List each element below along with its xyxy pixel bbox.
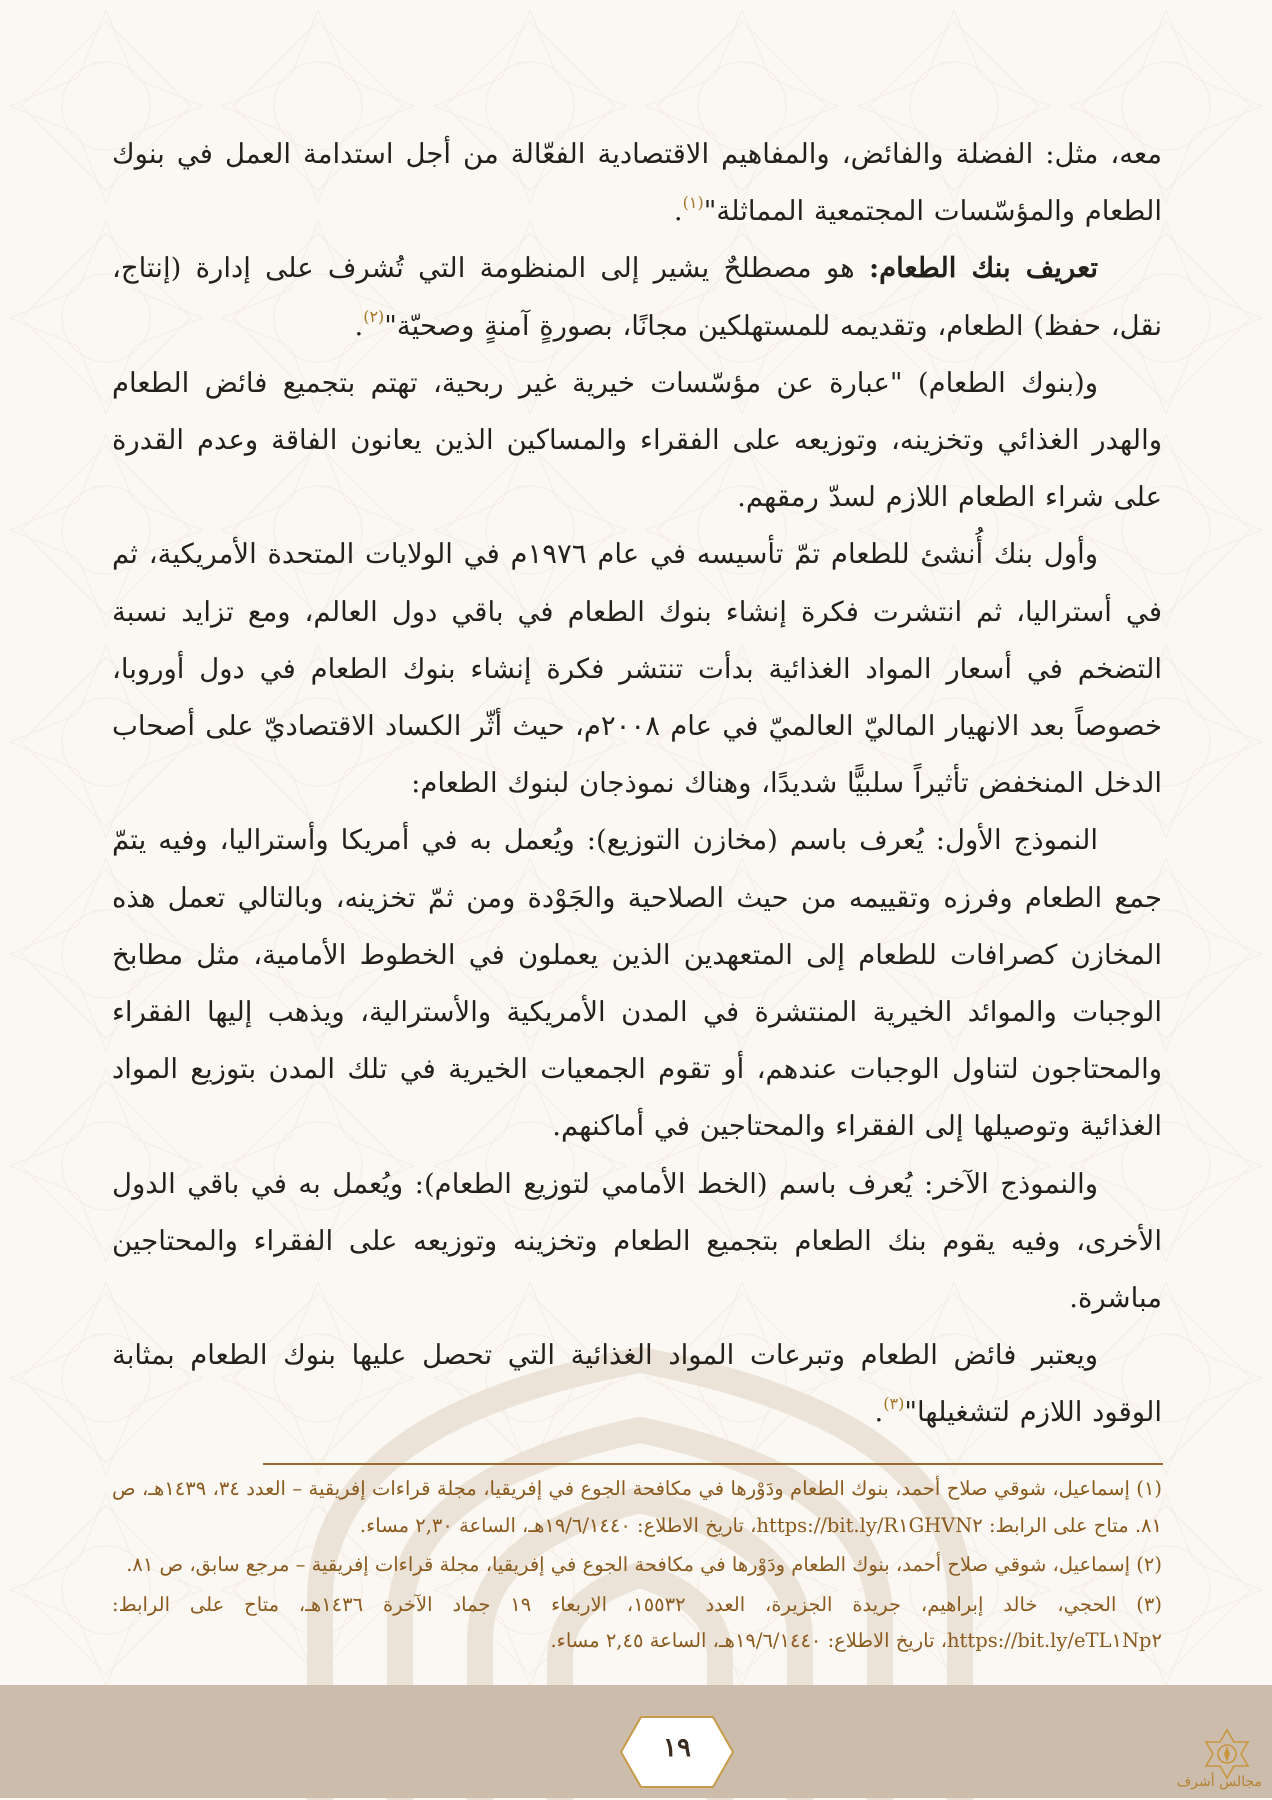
publisher-logo-text: مجالس أشرف — [1176, 1774, 1262, 1790]
definition-term: تعريف بنك الطعام: — [868, 252, 1098, 285]
footnote-3: (٣) الحجي، خالد إبراهيم، جريدة الجزيرة، العدد ١٥٥٣٢، الاربعاء ١٩ جماد الآخرة ١٤٣٦هـ، متاح على الرابط: https://bit.ly/eTL١Np٢، تاريخ الاطلاع: ١٩/٦/١٤٤٠هـ، الساعة ٢,٤٥ مساء. — [112, 1592, 1162, 1652]
footnote-2: (٢) إسماعيل، شوقي صلاح أحمد، بنوك الطعام ودَوْرها في مكافحة الجوع في إفريقيا، مجلة قراءات إفريقية – مرجع سابق، ص ٨١. — [126, 1553, 1162, 1576]
footnotes — [112, 1471, 1162, 1663]
paragraph-7-text: ويعتبر فائض الطعام وتبرعات المواد الغذائية التي تحصل عليها بنوك الطعام بمثابة الوقود اللازم لتشغيلها" — [112, 1339, 1162, 1429]
article-body — [112, 126, 1162, 1442]
paragraph-1-text: معه، مثل: الفضلة والفائض، والمفاهيم الاقتصادية الفعّالة من أجل استدامة العمل في بنوك الطعام والمؤسّسات المجتمعية المماثلة" — [112, 138, 1162, 228]
paragraph-1 — [112, 126, 1162, 240]
paragraph-7-end: . — [874, 1396, 884, 1429]
footnote-ref-2[interactable]: (٢) — [363, 307, 385, 327]
paragraph-6: والنموذج الآخر: يُعرف باسم (الخط الأمامي لتوزيع الطعام): ويُعمل به في باقي الدول الأخرى، وفيه يقوم بنك الطعام بتجميع الطعام وتخزينه وتوزيعه على الفقراء والمحتاجين مباشرة. — [112, 1167, 1162, 1315]
paragraph-5: النموذج الأول: يُعرف باسم (مخازن التوزيع): ويُعمل به في أمريكا وأستراليا، وفيه يتمّ جمع الطعام وفرزه وتقييمه من حيث الصلاحية والجَوْدة ومن ثمّ تخزينه، وبالتالي تعمل هذه المخازن كصرافات للطعام إلى المتعهدين الذين يعملون في الخطوط الأمامية، مثل مطابخ الوجبات والموائد الخيرية المنتشرة في المدن الأمريكية والأسترالية، ويذهب إليها الفقراء والمحتاجون لتناول الوجبات عندهم، أو تقوم الجمعيات الخيرية في تلك المدن بتوزيع المواد الغذائية وتوصيلها إلى الفقراء والمحتاجين في أماكنهم. — [112, 824, 1162, 1143]
paragraph-2-text: هو مصطلحٌ يشير إلى المنظومة التي تُشرف على إدارة (إنتاج، نقل، حفظ) الطعام، وتقديمه للمستهلكين مجانًا، بصورةٍ آمنةٍ وصحيّة" — [112, 252, 1162, 342]
footnote-ref-1[interactable]: (١) — [682, 193, 704, 213]
footnote-1: (١) إسماعيل، شوقي صلاح أحمد، بنوك الطعام ودَوْرها في مكافحة الجوع في إفريقيا، مجلة قراءات إفريقية – العدد ٣٤، ١٤٣٩هـ، ص ٨١. متاح على الرابط: https://bit.ly/R١GHVN٢، تاريخ الاطلاع: ١٩/٦/١٤٤٠هـ، الساعة ٢,٣٠ مساء. — [112, 1477, 1162, 1537]
paragraph-4: وأول بنك أُنشئ للطعام تمّ تأسيسه في عام ١٩٧٦م في الولايات المتحدة الأمريكية، ثم في أستراليا، ثم انتشرت فكرة إنشاء بنوك الطعام في باقي دول العالم، ومع تزايد نسبة التضخم في أسعار المواد الغذائية بدأت تنتشر فكرة إنشاء بنوك الطعام في دول أوروبا، خصوصاً بعد الانهيار الماليّ العالميّ في عام ٢٠٠٨م، حيث أثّر الكساد الاقتصاديّ على أصحاب الدخل المنخفض تأثيراً سلبيًّا شديدًا، وهناك نموذجان لبنوك الطعام: — [112, 538, 1162, 800]
paragraph-2-end: . — [354, 309, 364, 342]
footnote-ref-3[interactable]: (٣) — [883, 1394, 905, 1414]
page-number: ١٩ — [663, 1733, 691, 1763]
paragraph-3: و(بنوك الطعام) "عبارة عن مؤسّسات خيرية غير ربحية، تهتم بتجميع فائض الطعام والهدر الغذائي وتخزينه، وتوزيعه على الفقراء والمساكين الذين يعانون الفاقة وعدم القدرة على شراء الطعام اللازم لسدّ رمقهم. — [112, 366, 1162, 514]
footnote-divider — [263, 1463, 1163, 1465]
paragraph-1-end: . — [673, 195, 683, 228]
paragraph-2 — [112, 240, 1162, 354]
paragraph-7 — [112, 1327, 1162, 1441]
